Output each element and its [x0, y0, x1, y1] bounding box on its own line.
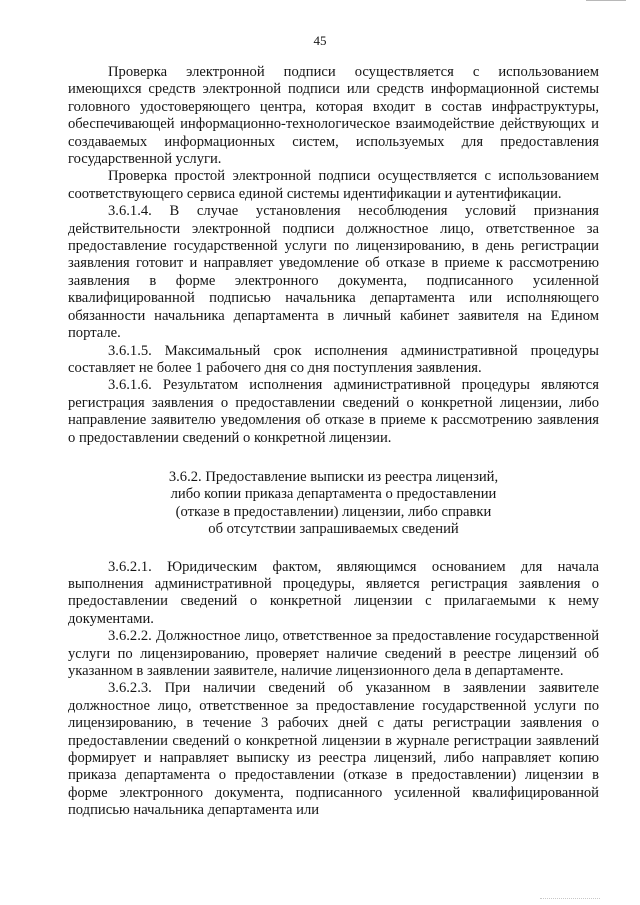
paragraph-3-6-1-6: 3.6.1.6. Результатом исполнения административной процедуры являются регистрация заявления о предоставлении сведений о конкретной лицензии, либо направление заявителю уведомления об отказе в приеме к рассмотрению заявления о предоставлении сведений о конкретной лицензии.	[68, 377, 599, 446]
section-heading-3-6-2	[68, 469, 599, 539]
section-heading-line: 3.6.2. Предоставление выписки из реестра лицензий,	[168, 468, 499, 485]
scan-edge-mark	[586, 0, 626, 5]
section-heading-line: об отсутствии запрашиваемых сведений	[208, 521, 459, 538]
paragraph-3-6-1-5: 3.6.1.5. Максимальный срок исполнения административной процедуры составляет не более 1 рабочего дня со дня поступления заявления.	[68, 342, 599, 376]
paragraph-3-6-2-1: 3.6.2.1. Юридическим фактом, являющимся основанием для начала выполнения административной процедуры, является регистрация заявления о предоставлении сведений о конкретной лицензии с прилагаемыми к нему документами.	[68, 558, 599, 627]
paragraph-simple-signature-check: Проверка простой электронной подписи осуществляется с использованием соответствующего сервиса единой системы идентификации и аутентификации.	[68, 168, 599, 202]
section-heading-line: либо копии приказа департамента о предоставлении	[170, 486, 497, 503]
page-number: 45	[313, 33, 327, 48]
section-heading-line: (отказе в предоставлении) лицензии, либо справки	[175, 503, 492, 520]
document-body	[68, 64, 599, 820]
paragraph-3-6-2-2: 3.6.2.2. Должностное лицо, ответственное за предоставление государственной услуги по лицензированию, проверяет наличие сведений в реестре лицензий об указанном в заявлении заявителе, наличие лицензионного дела в департаменте.	[68, 628, 599, 679]
paragraph-3-6-1-4: 3.6.1.4. В случае установления несоблюдения условий признания действительности электронной подписи должностное лицо, ответственное за предоставление государственной услуги по лицензированию, в день регистрации заявления готовит и направляет уведомление об отказе в приеме к рассмотрению заявления в форме электронного документа, подписанного усиленной квалифицированной подписью начальника департамента или исполняющего обязанности начальника департамента в личный кабинет заявителя на Едином портале.	[68, 203, 599, 342]
paragraph-3-6-2-3: 3.6.2.3. При наличии сведений об указанном в заявлении заявителе должностное лицо, ответственное за предоставление государственной услуги по лицензированию, в течение 3 рабочих дней с даты регистрации заявления о предоставлении сведений о конкретной лицензии в журнале регистрации заявлений формирует и направляет выписку из реестра лицензий, либо направляет копию приказа департамента о предоставлении (отказе в предоставлении) лицензии в форме электронного документа, подписанного усиленной квалифицированной подписью начальника департамента или	[68, 680, 599, 819]
scan-edge-mark	[540, 896, 600, 899]
paragraph-signature-check: Проверка электронной подписи осуществляется с использованием имеющихся средств электронной подписи или средств информационной системы головного удостоверяющего центра, которая входит в состав инфраструктуры, обеспечивающей информационно-технологическое взаимодействие действующих и создаваемых информационных систем, используемых для предоставления государственной услуги.	[68, 64, 599, 168]
